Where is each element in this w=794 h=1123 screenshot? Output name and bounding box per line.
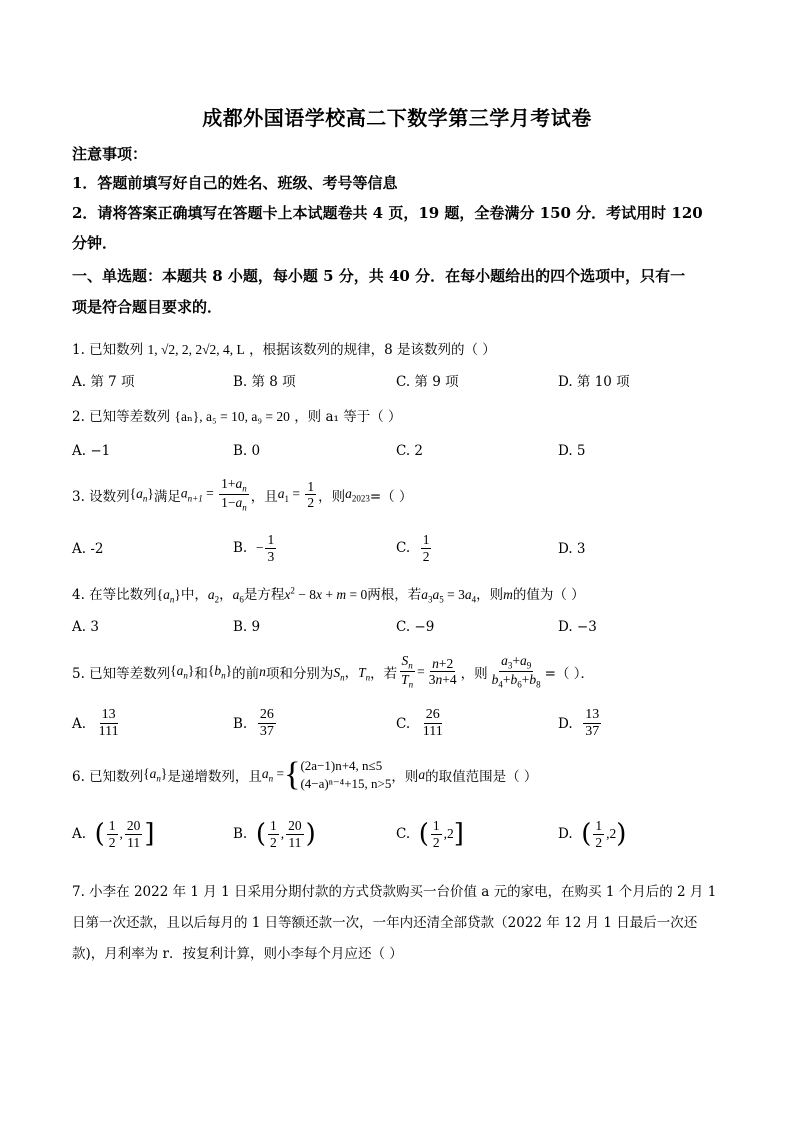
question-5-option-c[interactable] xyxy=(396,707,447,740)
question-4-option-b[interactable]: B. 9 xyxy=(233,619,261,635)
question-6-option-c-label: C. xyxy=(396,826,411,843)
question-4-text-d: 是方程 xyxy=(243,587,285,603)
question-1-option-c[interactable]: C. 第 9 项 xyxy=(396,374,459,390)
question-1-option-b[interactable]: B. 第 8 项 xyxy=(233,374,296,390)
question-5-option-c-label: C. xyxy=(396,715,411,732)
question-2-option-d[interactable]: D. 5 xyxy=(558,443,586,459)
question-3-end: =（ ） xyxy=(369,488,413,505)
question-3-option-c[interactable]: C. $\frac{1}{2}$ xyxy=(396,532,430,564)
question-4-text-f: ，则 xyxy=(476,587,504,603)
question-1-suffix: ，根据该数列的规律，8 是该数列的（ ） xyxy=(249,342,496,358)
question-5-option-d[interactable] xyxy=(558,707,603,740)
question-6-option-a[interactable]: A. ( $\frac{1}{2}$ , $\frac{20}{11}$ ] xyxy=(72,818,155,850)
question-1-sequence: 1, √2, 2, 2√2, 4, L xyxy=(147,342,245,357)
question-5-text-g: =（ ）． xyxy=(544,665,594,682)
question-5-text-d: 项和分别为 xyxy=(265,665,334,682)
question-5-option-a-den: 111 xyxy=(98,724,119,740)
question-5-option-c-den: 111 xyxy=(422,724,443,740)
question-5-option-d-den: 37 xyxy=(585,724,600,740)
question-3-prefix: 3. 设数列 xyxy=(72,488,130,505)
question-5-option-c-num: 26 xyxy=(424,707,442,724)
question-5-option-a-num: 13 xyxy=(100,707,118,724)
question-6-case-2: (4−a)ⁿ⁻⁴+15, n>5 xyxy=(300,775,392,791)
question-5-option-b[interactable] xyxy=(233,707,278,740)
question-5-option-b-den: 37 xyxy=(259,724,274,740)
question-6-option-a-b: 2 xyxy=(108,834,116,850)
notice-item-1: 1．答题前填写好自己的姓名、班级、考号等信息 xyxy=(72,174,398,192)
section-1-line-1: 一、单选题：本题共 8 小题，每小题 5 分，共 40 分．在每小题给出的四个选项中，只有一 xyxy=(72,267,686,285)
question-5-text-f: ，则 xyxy=(460,665,488,682)
question-5-option-a-label: A. xyxy=(72,715,87,732)
question-4-text-e: 两根，若 xyxy=(367,587,422,603)
question-5-option-d-num: 13 xyxy=(583,707,601,724)
question-5-text-c: 的前 xyxy=(232,665,260,682)
question-1 xyxy=(72,338,496,358)
question-3-cond-text: ，且 xyxy=(250,488,278,505)
question-3-option-c-label: C. xyxy=(396,540,411,557)
question-3-option-b[interactable]: B. − $\frac{1}{3}$ xyxy=(233,532,275,564)
section-1-line-2: 项是符合题目要求的． xyxy=(72,298,223,316)
question-5: 5. 已知等差数列 $\{a_n\}$ 和 $\{b_n\}$ 的前 n 项和分别为 $S_n$，$T_n$ ，若 $\frac{S_n}{T_n}$ = $\frac{n+2}{3n+4}$ ，则 $\frac{a_3+a_9}{b_4+b_6+b_8}$ =（ ）． xyxy=(72,653,594,690)
question-3-target: $a_{2023}$ xyxy=(345,485,370,504)
question-6-option-b-left: ( xyxy=(255,819,266,850)
question-2-option-c[interactable]: C. 2 xyxy=(396,443,424,459)
question-2-suffix: ，则 a₁ 等于（ ） xyxy=(294,409,402,425)
question-6-option-a-a: 1 xyxy=(108,818,116,833)
question-2 xyxy=(72,405,402,425)
question-7-line-3: 款)，月利率为 r．按复利计算，则小李每个月应还（ ） xyxy=(72,946,403,962)
question-3-suffix: ，则 xyxy=(318,488,346,505)
question-6: 6. 已知数列 $\{a_n\}$ 是递增数列，且 $a_n$ = { (2a−1)n+4, n≤5 (4−a)ⁿ⁻⁴+15, n>5 ，则 a 的取值范围是（ ） xyxy=(72,755,538,793)
question-6-option-d-b: 2 xyxy=(595,834,603,850)
question-6-option-d-label: D. xyxy=(558,826,573,843)
question-6-case-1: (2a−1)n+4, n≤5 xyxy=(300,758,383,773)
question-3-sequence-name: $\{a_n\}$ xyxy=(129,485,154,504)
question-7-line-2: 日第一次还款，且以后每月的 1 日等额还款一次，一年内还清全部贷款（2022 年 12 月 1 日最后一次还 xyxy=(72,915,698,931)
question-1-prefix: 1. 已知数列 xyxy=(72,342,144,358)
question-6-option-c-right: ] xyxy=(453,819,464,850)
question-4-text-c: ， xyxy=(219,587,233,603)
question-6-option-a-c: 20 xyxy=(126,818,141,833)
notice-item-2-line-2: 分钟． xyxy=(72,234,118,252)
question-6-option-a-label: A. xyxy=(72,826,87,843)
question-2-condition: {aₙ}, a₅ = 10, a₉ = 20 xyxy=(174,409,290,424)
question-1-option-a[interactable]: A. 第 7 项 xyxy=(72,374,135,390)
question-6-option-a-d: 11 xyxy=(127,834,141,850)
question-6-option-d-right: ) xyxy=(616,819,627,850)
question-1-option-d[interactable]: D. 第 10 项 xyxy=(558,374,630,390)
question-4-text-g: 的值为（ ） xyxy=(512,587,585,603)
question-2-option-a[interactable]: A. −1 xyxy=(72,443,111,459)
question-6-option-d[interactable]: D. ( $\frac{1}{2}$ , 2 ) xyxy=(558,818,627,850)
question-6-option-b-label: B. xyxy=(233,826,248,843)
question-6-text-c: ，则 xyxy=(391,768,419,785)
question-4-text-b: 中， xyxy=(180,587,208,603)
question-3 xyxy=(72,476,412,513)
question-4-text-a: 4. 在等比数列 xyxy=(72,587,157,603)
question-4: 4. 在等比数列$\{a_n\}$中，$a_2$，$a_6$是方程$x^2 - 8x + m = 0$两根，若$a_3a_5 = 3a_4$，则m的值为（ ） xyxy=(72,585,585,605)
question-6-option-c-left: ( xyxy=(418,819,429,850)
question-5-text-b: 和 xyxy=(194,665,208,682)
question-6-option-d-value: 2 xyxy=(609,826,617,842)
question-6-option-b-b: 2 xyxy=(269,834,277,850)
question-3-recurrence: $a_{n+1}$ = $\frac{1+a_n}{1-a_n}$ xyxy=(180,476,247,513)
question-6-option-d-a: 1 xyxy=(595,818,603,833)
question-6-text-a: 6. 已知数列 xyxy=(72,768,144,785)
question-6-option-a-left: ( xyxy=(94,819,105,850)
question-6-option-c-b: 2 xyxy=(432,834,440,850)
question-5-option-a[interactable] xyxy=(72,707,123,740)
question-5-option-d-label: D. xyxy=(558,715,573,732)
question-2-prefix: 2. 已知等差数列 xyxy=(72,409,171,425)
question-3-mid: 满足 xyxy=(153,488,181,505)
question-6-option-c[interactable]: C. ( $\frac{1}{2}$ , 2 ] xyxy=(396,818,464,850)
question-6-option-b-right: ) xyxy=(305,819,316,850)
question-3-option-a[interactable]: A. -2 xyxy=(72,541,104,557)
question-6-option-c-a: 1 xyxy=(432,818,440,833)
question-6-option-b-c: 20 xyxy=(288,818,302,833)
question-6-option-b-d: 11 xyxy=(288,834,302,850)
question-6-option-b-a: 1 xyxy=(269,818,277,833)
question-4-option-a[interactable]: A. 3 xyxy=(72,619,99,635)
notice-heading: 注意事项： xyxy=(72,145,148,163)
page-title: 成都外国语学校高二下数学第三学月考试卷 xyxy=(202,106,592,130)
question-6-option-d-left: ( xyxy=(581,819,592,850)
question-3-option-b-label: B. xyxy=(233,540,248,557)
question-6-text-b: 是递增数列，且 xyxy=(167,768,262,785)
question-5-option-b-label: B. xyxy=(233,715,248,732)
question-6-option-a-right: ] xyxy=(144,819,155,850)
notice-item-2-line-1: 2．请将答案正确填写在答题卡上本试题卷共 4 页，19 题，全卷满分 150 分．考试用时 120 xyxy=(72,204,703,222)
question-2-option-b[interactable]: B. 0 xyxy=(233,443,261,459)
question-5-option-b-num: 26 xyxy=(258,707,276,724)
question-5-text-e: ，若 xyxy=(370,665,398,682)
question-6-text-d: 的取值范围是（ ） xyxy=(425,768,538,785)
question-4-option-d[interactable]: D. −3 xyxy=(558,619,597,635)
question-6-option-c-value: 2 xyxy=(447,826,454,842)
question-4-option-c[interactable]: C. −9 xyxy=(396,619,435,635)
question-7-line-1: 7. 小李在 2022 年 1 月 1 日采用分期付款的方式贷款购买一台价值 a 元的家电，在购买 1 个月后的 2 月 1 xyxy=(72,884,717,900)
question-5-text-a: 5. 已知等差数列 xyxy=(72,665,171,682)
question-3-option-d[interactable]: D. 3 xyxy=(558,541,586,557)
question-6-option-b[interactable]: B. ( $\frac{1}{2}$ , $\frac{20}{11}$ ) xyxy=(233,818,316,850)
question-3-initial: $a_1$ = $\frac{1}{2}$ xyxy=(277,478,315,511)
